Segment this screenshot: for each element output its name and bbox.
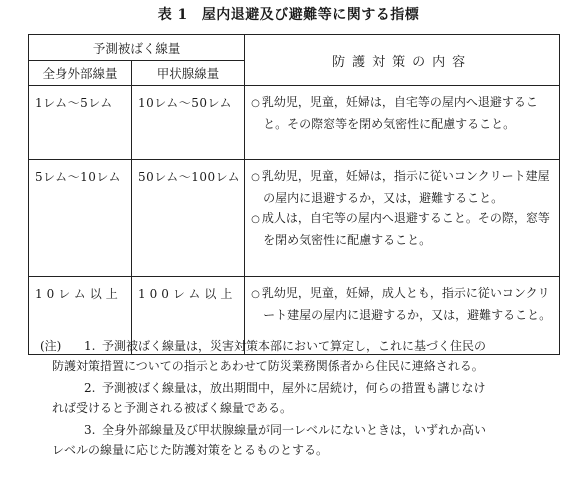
measure-text: 乳幼児，児童，妊婦は，指示に従いコンクリート建屋の屋内に退避するか，又は，避難すること。 <box>261 169 550 205</box>
note-text <box>40 378 560 418</box>
header-dose-group: 予測被ばく線量 <box>29 35 245 61</box>
note-item <box>40 378 560 418</box>
note-text <box>40 420 560 460</box>
measures-cell <box>245 160 560 277</box>
table-row <box>29 86 560 160</box>
thyroid-dose-cell: 100レム以上 <box>131 277 244 355</box>
note-continuation: れば受けると予測される被ばく線量である。 <box>52 401 293 415</box>
note-number: 1. <box>84 339 96 353</box>
note-first-line: 予測被ばく線量は，放出期間中，屋外に居続け，何らの措置も講じなけ <box>102 381 486 395</box>
note-number: 3. <box>84 423 96 437</box>
whole-body-dose-cell: 1レム～5レム <box>29 86 132 160</box>
measure-text: 乳幼児，児童，妊婦は，自宅等の屋内へ退避すること。その際窓等を閉め気密性に配慮すること。 <box>261 95 538 131</box>
header-whole-body: 全身外部線量 <box>29 61 132 86</box>
evacuation-index-table <box>28 34 560 355</box>
header-measures: 防護対策の内容 <box>245 35 560 86</box>
whole-body-dose-cell: 10レム以上 <box>29 277 132 355</box>
note-item <box>40 336 560 376</box>
note-number: 2. <box>84 381 96 395</box>
table-row <box>29 160 560 277</box>
measure-item <box>251 166 553 208</box>
measure-item <box>251 92 553 134</box>
bullet-mark: ○ <box>251 98 260 109</box>
note-first-line: 予測被ばく線量は，災害対策本部において算定し，これに基づく住民の <box>102 339 487 353</box>
whole-body-dose-cell: 5レム～10レム <box>29 160 132 277</box>
bullet-mark: ○ <box>251 172 260 183</box>
measure-text: 成人は，自宅等の屋内へ退避すること。その際，窓等を閉め気密性に配慮すること。 <box>261 211 550 247</box>
table-title: 屋内退避及び避難等に関する指標 <box>201 7 420 23</box>
note-first-line: 全身外部線量及び甲状腺線量が同一レベルにないときは，いずれか高い <box>102 423 487 437</box>
note-item <box>40 420 560 460</box>
bullet-mark: ○ <box>251 214 260 225</box>
measure-item <box>251 283 553 325</box>
table-number: 表 1 <box>157 7 188 23</box>
note-continuation: レベルの線量に応じた防護対策をとるものとする。 <box>52 443 329 457</box>
thyroid-dose-cell: 50レム～100レム <box>131 160 244 277</box>
thyroid-dose-cell: 10レム～50レム <box>131 86 244 160</box>
bullet-mark: ○ <box>251 289 260 300</box>
measure-text: 乳幼児，児童，妊婦，成人とも，指示に従いコンクリート建屋の屋内に退避するか，又は，避難すること。 <box>261 286 552 322</box>
header-thyroid: 甲状腺線量 <box>131 61 244 86</box>
notes-section <box>40 336 560 462</box>
table-caption <box>0 4 577 24</box>
measures-cell <box>245 86 560 160</box>
notes-label: (注) <box>40 339 62 353</box>
note-text <box>40 336 560 376</box>
measure-item <box>251 208 553 250</box>
note-continuation: 防護対策措置についての指示とあわせて防災業務関係者から住民に連絡される。 <box>52 359 484 373</box>
